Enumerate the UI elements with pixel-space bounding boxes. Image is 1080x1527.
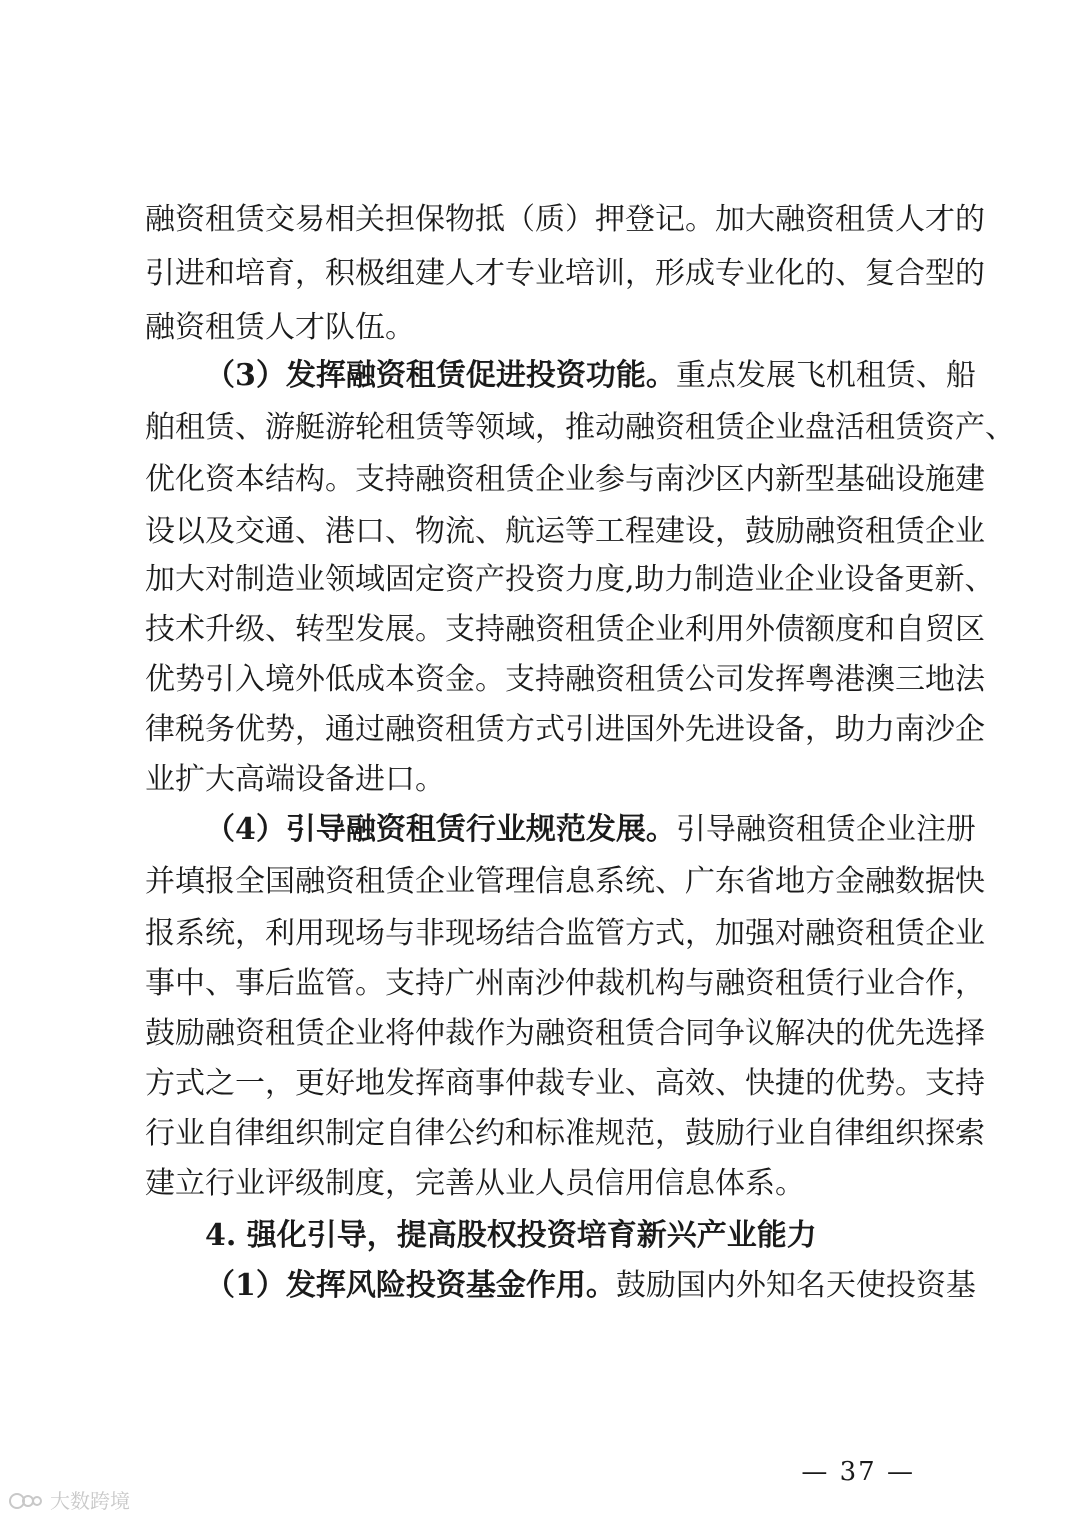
text-span: 鼓励国内外知名天使投资基: [615, 1268, 976, 1303]
text-span: 引导融资租赁企业注册: [675, 812, 976, 847]
text-line: 报系统，利用现场与非现场结合监管方式，加强对融资租赁企业: [145, 916, 985, 951]
text-line: 设以及交通、港口、物流、航运等工程建设，鼓励融资租赁企业: [145, 514, 985, 549]
text-line: 业扩大高端设备进口。: [145, 762, 445, 797]
page-number: — 37 —: [801, 1457, 915, 1487]
paragraph-lead-line: [205, 804, 976, 856]
paragraph-lead-line: [205, 1260, 976, 1312]
watermark: [8, 1485, 130, 1514]
paragraph-lead-line: [205, 350, 976, 402]
paragraph-heading-bold: （4）引导融资租赁行业规范发展。: [205, 812, 676, 847]
paragraph-heading-bold: （3）发挥融资租赁促进投资功能。: [205, 358, 676, 393]
watermark-text: 大数跨境: [50, 1489, 130, 1513]
section-heading: 4. 强化引导，提高股权投资培育新兴产业能力: [205, 1218, 817, 1253]
text-line: 并填报全国融资租赁企业管理信息系统、广东省地方金融数据快: [145, 864, 985, 899]
text-line: 技术升级、转型发展。支持融资租赁企业利用外债额度和自贸区: [145, 612, 985, 647]
text-line: 建立行业评级制度，完善从业人员信用信息体系。: [145, 1166, 805, 1201]
text-line: 行业自律组织制定自律公约和标准规范，鼓励行业自律组织探索: [145, 1116, 985, 1151]
text-line: 律税务优势，通过融资租赁方式引进国外先进设备，助力南沙企: [145, 712, 985, 747]
text-line: 引进和培育，积极组建人才专业培训，形成专业化的、复合型的: [145, 256, 985, 291]
text-line: 优势引入境外低成本资金。支持融资租赁公司发挥粤港澳三地法: [145, 662, 985, 697]
text-line: 事中、事后监管。支持广州南沙仲裁机构与融资租赁行业合作，: [145, 966, 985, 1001]
text-span: 重点发展飞机租赁、船: [675, 358, 976, 393]
text-line: 融资租赁交易相关担保物抵（质）押登记。加大融资租赁人才的: [145, 202, 985, 237]
text-line: 舶租赁、游艇游轮租赁等领域，推动融资租赁企业盘活租赁资产、: [145, 410, 1015, 445]
text-line: 优化资本结构。支持融资租赁企业参与南沙区内新型基础设施建: [145, 462, 985, 497]
text-line: 鼓励融资租赁企业将仲裁作为融资租赁合同争议解决的优先选择: [145, 1016, 985, 1051]
paragraph-heading-bold: （1）发挥风险投资基金作用。: [205, 1268, 616, 1303]
logo-icon: [8, 1488, 44, 1512]
text-line: 加大对制造业领域固定资产投资力度,助力制造业企业设备更新、: [145, 562, 995, 597]
text-line: 融资租赁人才队伍。: [145, 310, 415, 345]
text-line: 方式之一，更好地发挥商事仲裁专业、高效、快捷的优势。支持: [145, 1066, 985, 1101]
